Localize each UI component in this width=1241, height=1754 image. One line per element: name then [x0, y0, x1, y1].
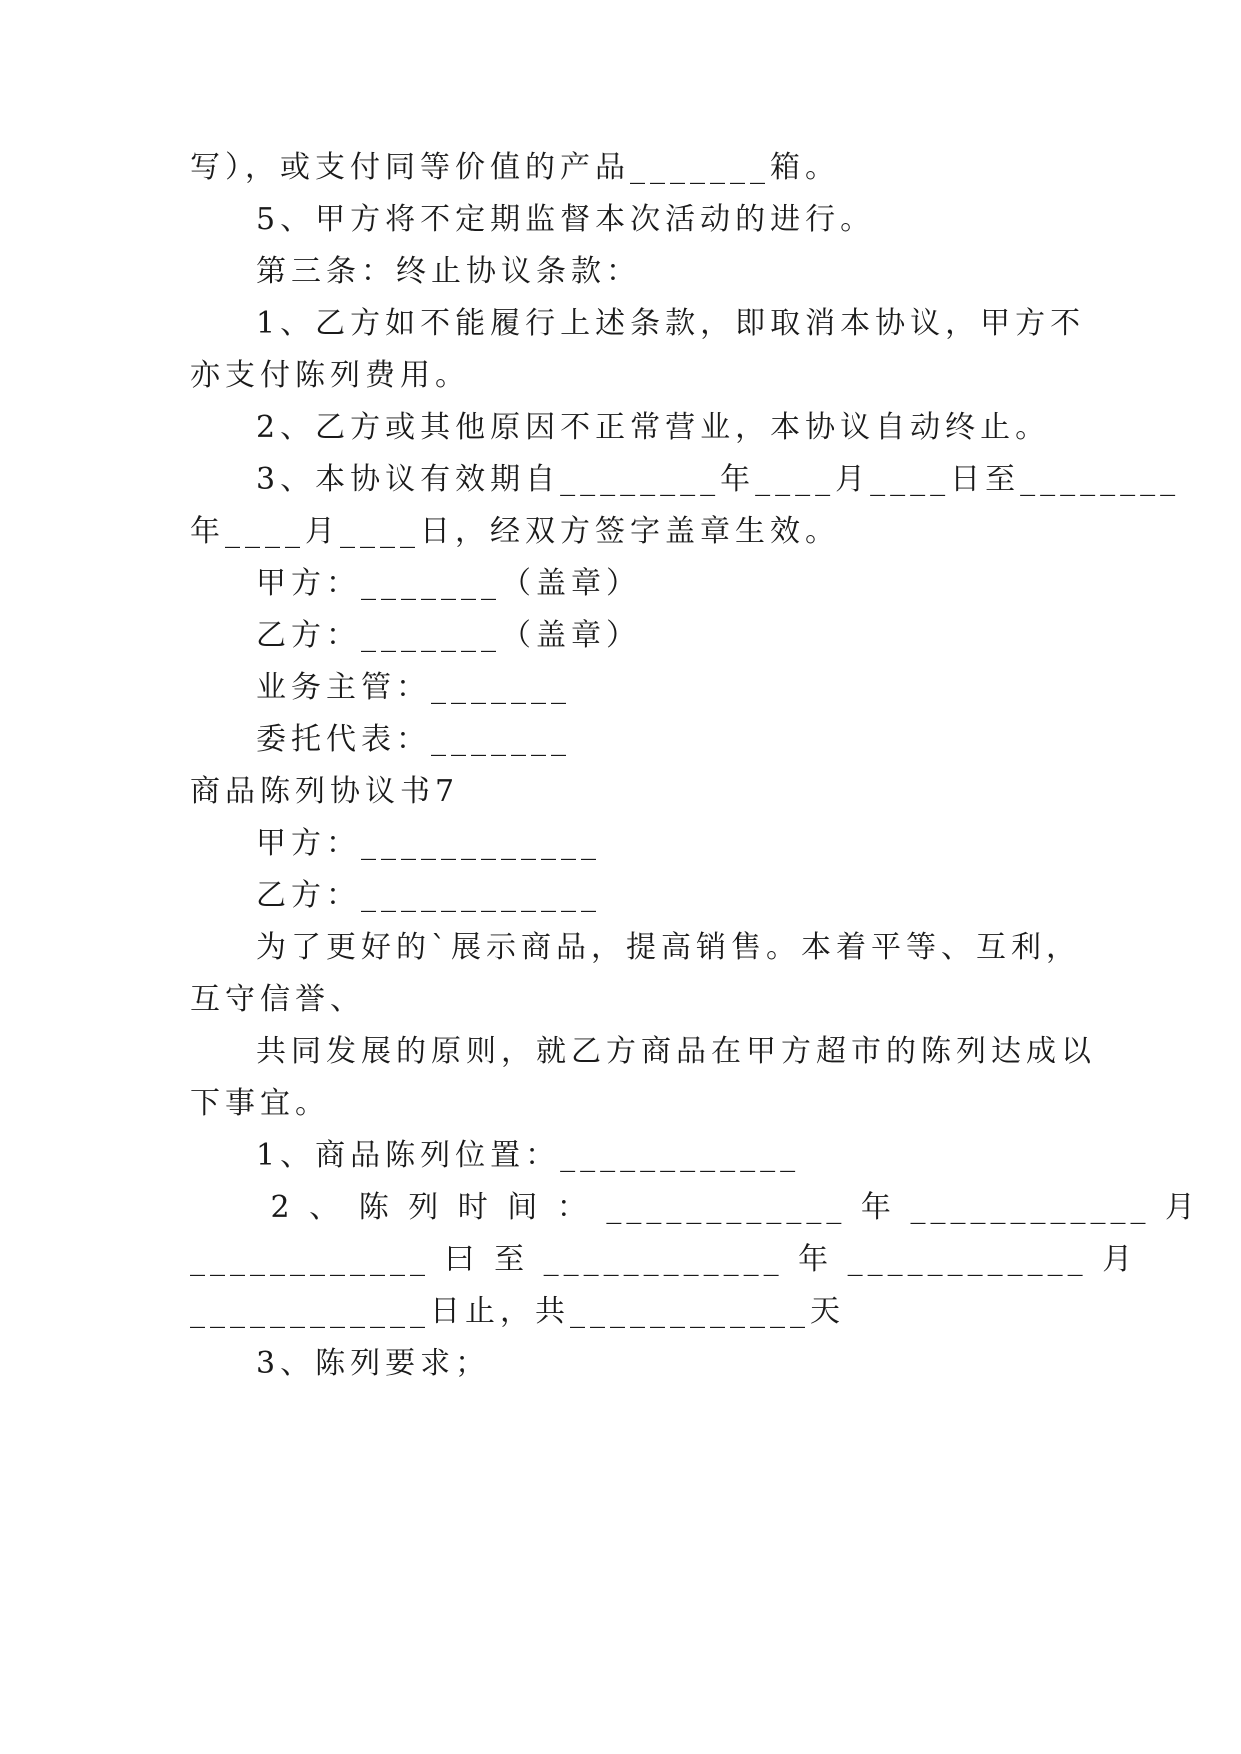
- text-line: 2 、 陈 列 时 间 ： ____________ 年 ____________ 月: [256, 1190, 1200, 1225]
- text-line: ____________日止，共____________天: [190, 1294, 845, 1329]
- text-line: 年____月____日，经双方签字盖章生效。: [190, 514, 840, 549]
- text-line: 互守信誉、: [190, 982, 365, 1017]
- text-line: 委托代表：_______: [256, 722, 571, 757]
- text-line: ____________ 曰 至 ____________ 年 ____________ 月: [190, 1242, 1138, 1277]
- text-line: 写），或支付同等价值的产品_______箱。: [190, 150, 840, 185]
- text-line: 甲方：_______（盖章）: [256, 566, 641, 601]
- text-line: 共同发展的原则，就乙方商品在甲方超市的陈列达成以: [256, 1034, 1096, 1069]
- text-line: 亦支付陈列费用。: [190, 358, 470, 393]
- text-line: 第三条：终止协议条款：: [256, 254, 641, 289]
- text-line: 3、陈列要求；: [256, 1346, 491, 1381]
- text-line: 3、本协议有效期自________年____月____日至________: [256, 462, 1181, 497]
- text-line: 1、商品陈列位置：____________: [256, 1138, 801, 1173]
- text-line: 2、乙方或其他原因不正常营业，本协议自动终止。: [256, 410, 1051, 445]
- text-line: 1、乙方如不能履行上述条款，即取消本协议，甲方不: [256, 306, 1086, 341]
- text-line: 5、甲方将不定期监督本次活动的进行。: [256, 202, 876, 237]
- text-line: 为了更好的`展示商品，提高销售。本着平等、互利，: [256, 930, 1081, 965]
- text-line: 下事宜。: [190, 1086, 330, 1121]
- text-line: 甲方：____________: [256, 826, 601, 861]
- text-line: 乙方：_______（盖章）: [256, 618, 641, 653]
- text-line: 业务主管：_______: [256, 670, 571, 705]
- text-line: 乙方：____________: [256, 878, 601, 913]
- section-title: 商品陈列协议书7: [190, 774, 460, 809]
